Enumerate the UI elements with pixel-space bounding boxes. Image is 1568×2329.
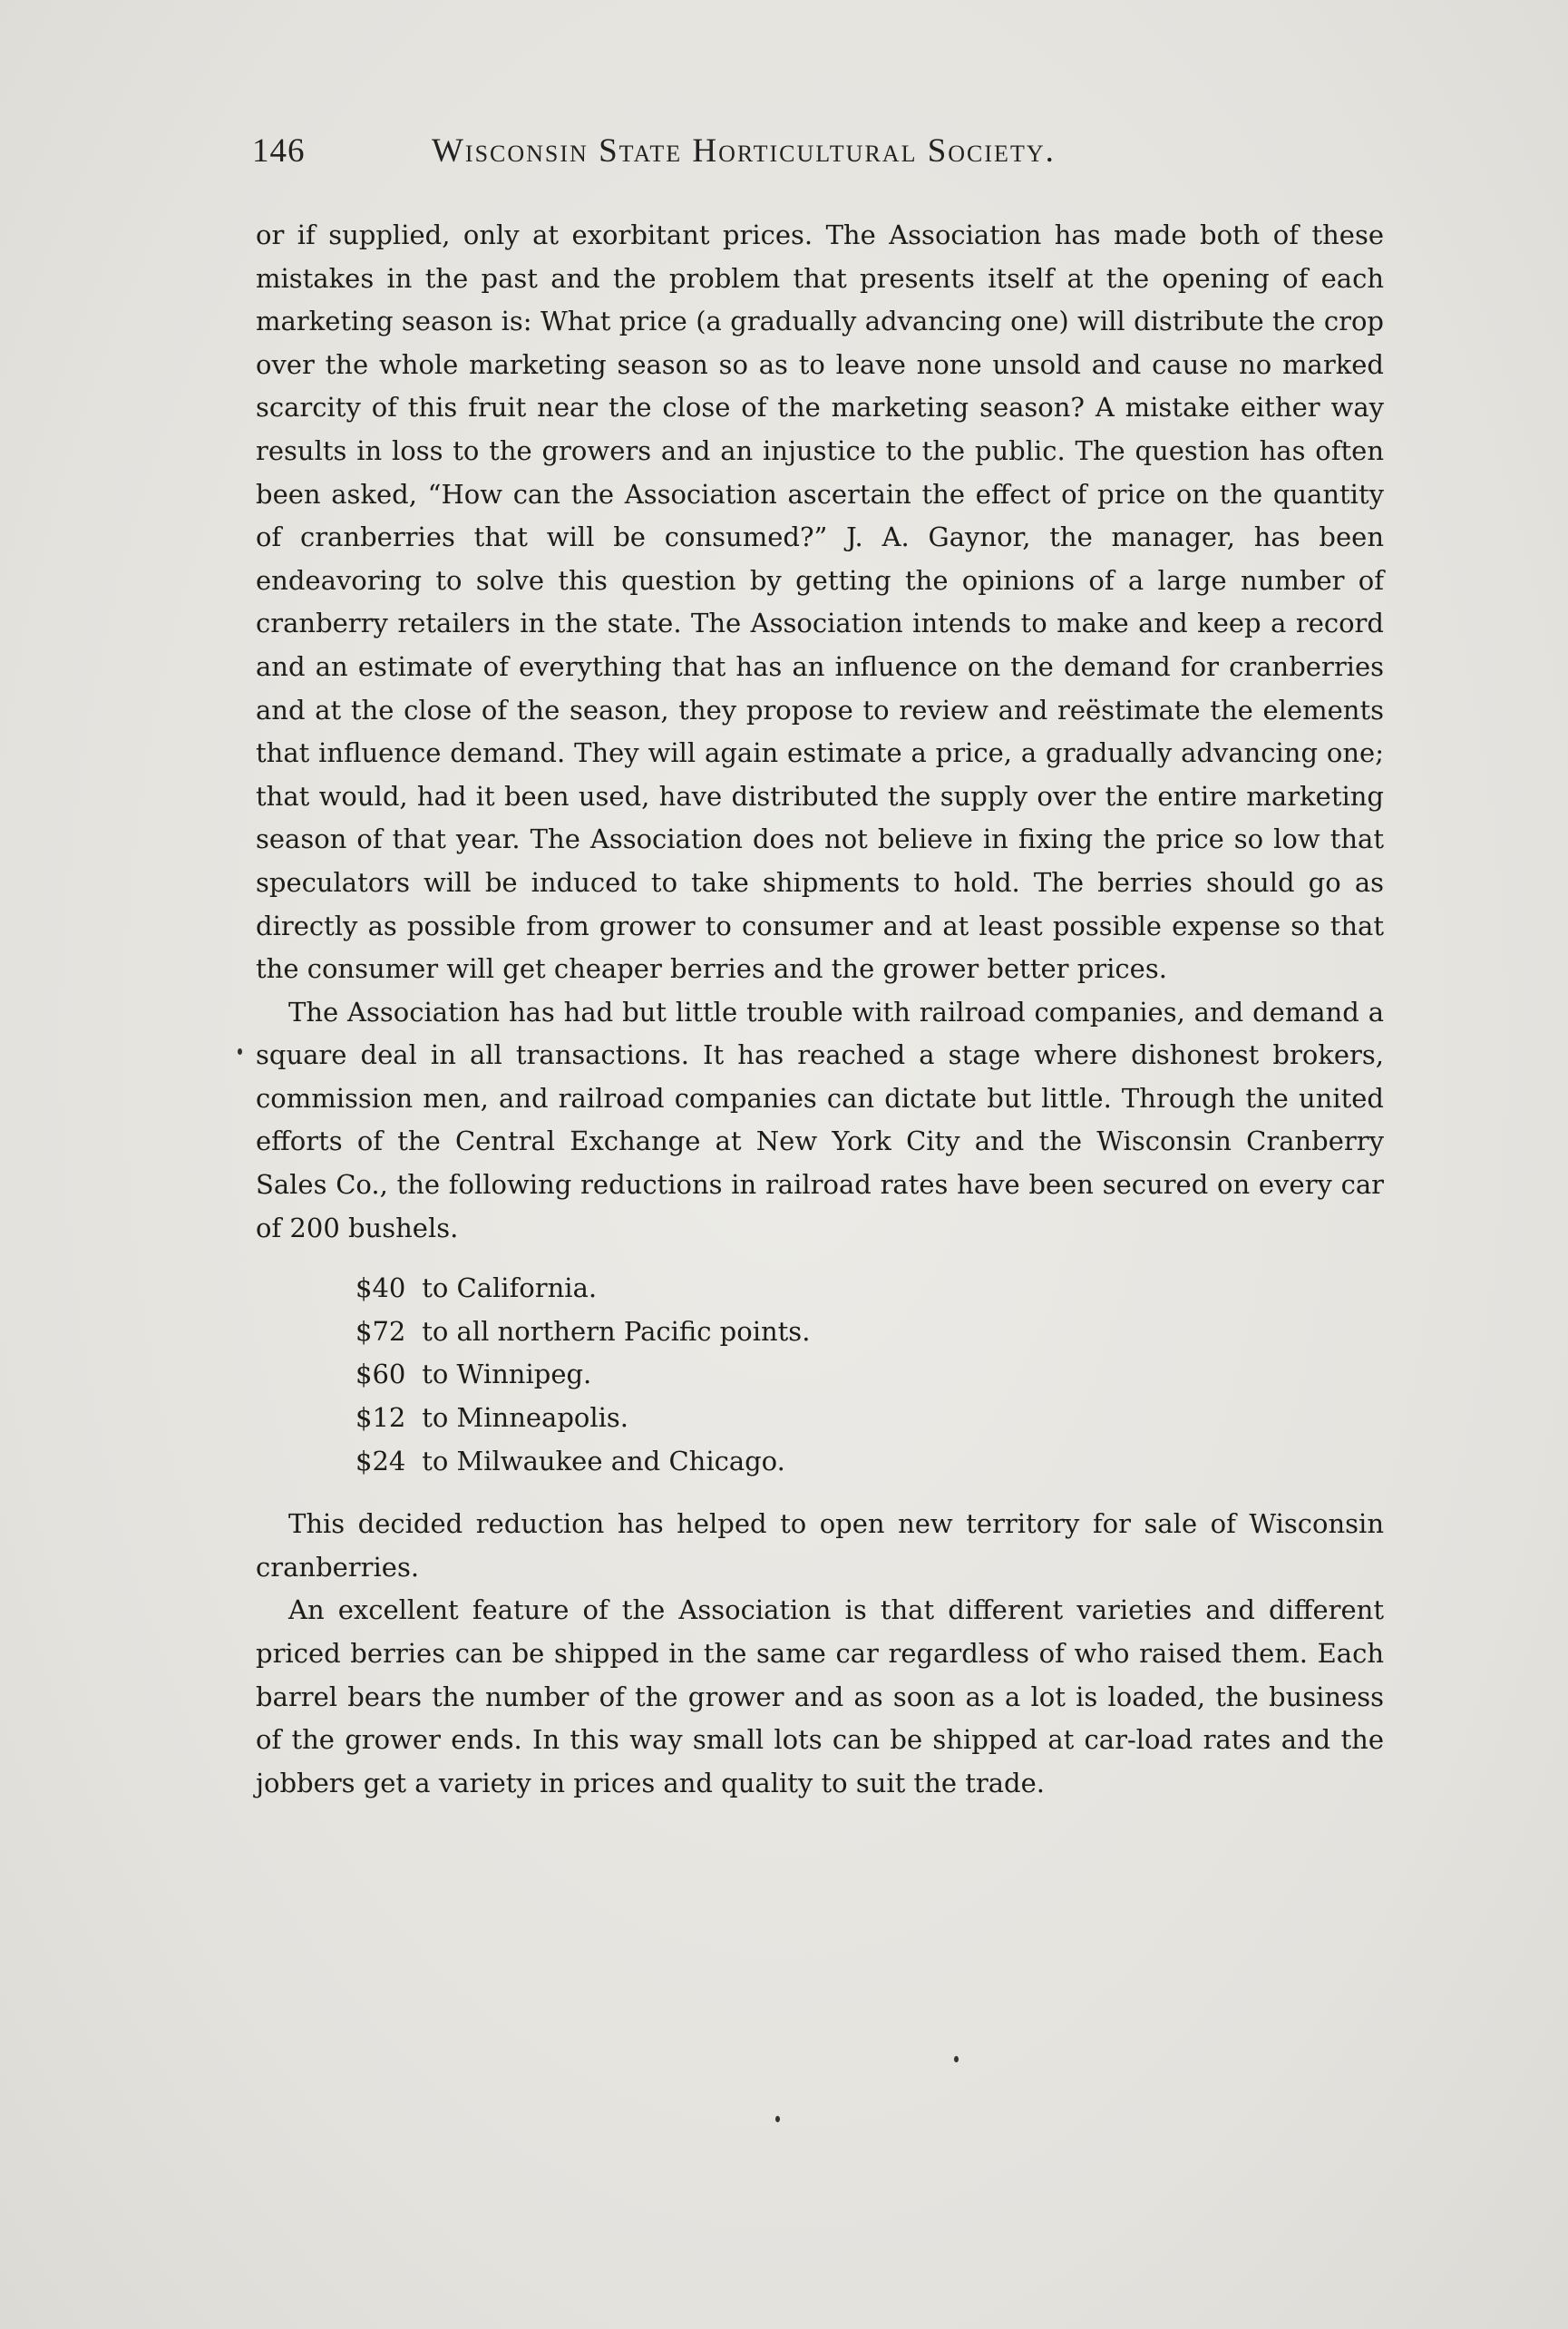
ink-speck (238, 1048, 242, 1055)
rate-destination: to Winnipeg. (422, 1359, 592, 1390)
rate-destination: to Milwaukee and Chicago. (422, 1445, 785, 1476)
running-title: Wisconsin State Horticultural Society. (432, 132, 1056, 170)
list-item (355, 1311, 1384, 1354)
list-item (355, 1397, 1384, 1440)
paragraph-feature: An excellent feature of the Association is that different varieties and different priced berries can be shipped in the same car regardless of who raised them. Each barrel bears the number of the grower and as soon as a lot is loaded, the business of the grower ends. In this way small lots can be shipped at car-load rates and the jobbers get a variety in prices and quality to suit the trade. (256, 1594, 1384, 1798)
rate-amount: $72 (355, 1315, 406, 1347)
rate-destination: to California. (422, 1272, 598, 1304)
page-number: 146 (252, 132, 306, 170)
body-text (256, 214, 1384, 1805)
rate-amount: $60 (355, 1359, 406, 1390)
rate-amount: $24 (355, 1445, 406, 1476)
list-item (355, 1440, 1384, 1484)
paragraph-pricing: or if supplied, only at exorbitant prices. The Association has made both of these mistakes in the past and the problem that presents itself at the opening of each marketing season is: What price (a gradually advancing one) will distribute the crop over the whole marketing season so as to leave none unsold and cause no marked scarcity of this fruit near the close of the marketing season? A mistake either way results in loss to the growers and an injustice to the public. The question has often been asked, “How can the Association ascertain the effect of price on the quantity of cranberries that will be consumed?” J. A. Gaynor, the manager, has been endeavoring to solve this question by getting the opinions of a large number of cranberry retailers in the state. The Association intends to make and keep a record and an estimate of everything that has an influence on the demand for cranberries and at the close of the season, they propose to review and reëstimate the elements that influence demand. They will again estimate a price, a gradually advancing one; that would, had it been used, have distributed the supply over the entire marketing season of that year. The Association does not believe in fixing the price so low that speculators will be induced to take shipments to hold. The berries should go as directly as possible from grower to consumer and at least possible expense so that the consumer will get cheaper berries and the grower better prices. (256, 219, 1384, 985)
paragraph-reduction: This decided reduction has helped to open new territory for sale of Wisconsin cranberries. (256, 1508, 1384, 1583)
list-item (355, 1353, 1384, 1397)
page-header (252, 132, 1386, 177)
ink-speck (954, 2056, 959, 2062)
rate-amount: $40 (355, 1272, 406, 1304)
paragraph-railroad: The Association has had but little trouble with railroad companies, and demand a square deal in all transactions. It has reached a stage where dishonest brokers, commission men, and railroad companies can dictate but little. Through the united efforts of the Central Exchange at New York City and the Wisconsin Cranberry Sales Co., the following reductions in railroad rates have been secured on every car of 200 bushels. (256, 996, 1384, 1243)
rate-reduction-list (256, 1267, 1384, 1483)
ink-speck (775, 2116, 780, 2122)
rate-amount: $12 (355, 1402, 406, 1434)
rate-destination: to Minneapolis. (422, 1402, 628, 1434)
rate-destination: to all northern Pacific points. (422, 1315, 811, 1347)
list-item (355, 1267, 1384, 1311)
